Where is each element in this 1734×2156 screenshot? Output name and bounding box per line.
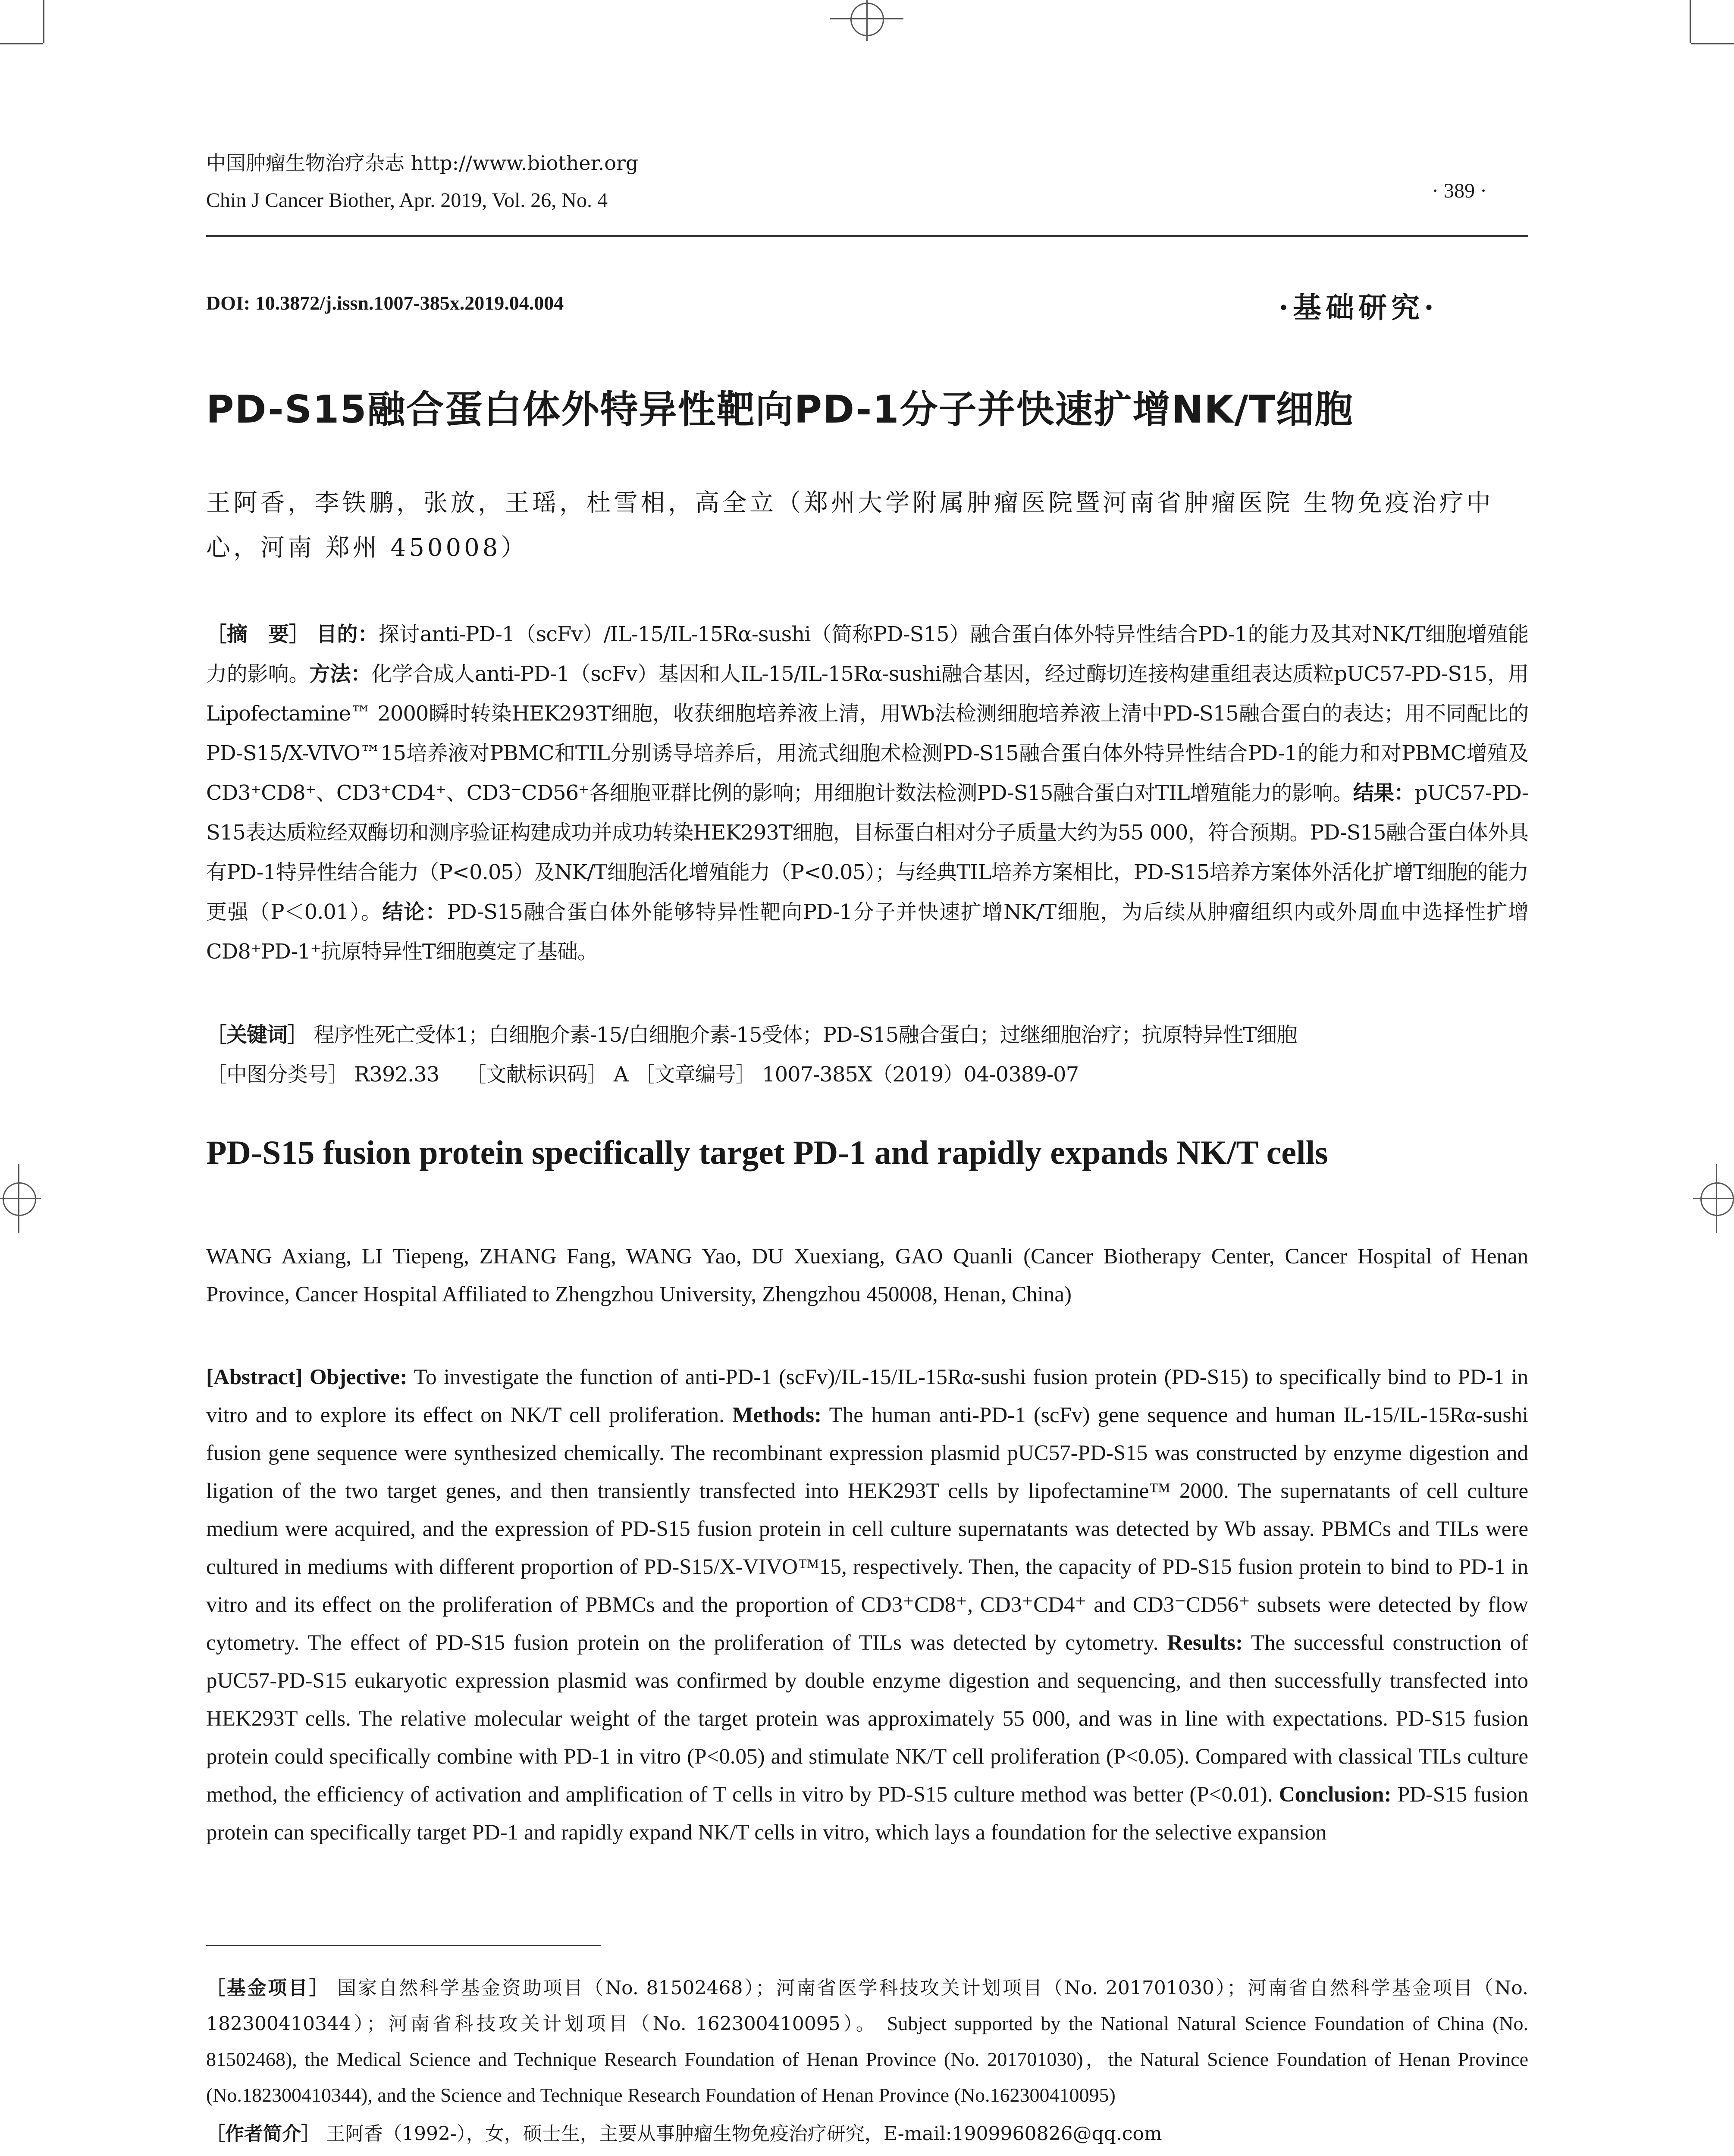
objective-label-cn: 目的： xyxy=(316,622,379,646)
crop-mark xyxy=(0,43,43,44)
objective-cn: 探讨anti-PD-1（scFv）/IL-15/IL-15Rα-sushi（简称PD-S15）融合蛋白体外特异性结合PD-1的能力及其对NK/T细胞增殖能力的影响。 xyxy=(206,622,1528,686)
results-en: The successful construction of pUC57-PD-S15 eukaryotic expression plasmid was confirmed by double enzyme digestion and sequencing, and then successfully transfected into HEK293T cells. The relative molecular weight of the target protein was approximately 55 000, and was in line with expectations. PD-S15 fusion protein could specifically combine with PD-1 in vitro (P<0.05) and stimulate NK/T cell proliferation (P<0.05). Compared with classical TILs culture method, the efficiency of activation and amplification of T cells in vitro by PD-S15 culture method was better (P<0.01). xyxy=(206,1631,1528,1807)
authors-en: WANG Axiang, LI Tiepeng, ZHANG Fang, WANG Yao, DU Xuexiang, GAO Quanli (Cancer Biotherapy Center, Cancer Hospital of Henan Province, Cancer Hospital Affiliated to Zhengzhou University, Zhengzhou 450008, Henan, China) xyxy=(206,1244,1528,1307)
results-label-cn: 结果： xyxy=(1353,781,1414,805)
authors-cn: 王阿香，李铁鹏，张放，王瑶，杜雪相，高全立（郑州大学附属肿瘤医院暨河南省肿瘤医院 生物免疫治疗中心，河南 郑州 450008） xyxy=(206,489,1494,562)
methods-cn: 化学合成人anti-PD-1（scFv）基因和人IL-15/IL-15Rα-sushi融合基因，经过酶切连接构建重组表达质粒pUC57-PD-S15，用Lipofectamine™ 2000瞬时转染HEK293T细胞，收获细胞培养液上清，用Wb法检测细胞培养液上清中PD-S15融合蛋白的表达；用不同配比的PD-S15/X-VIVO™15培养液对PBMC和TIL分别诱导培养后，用流式细胞术检测PD-S15融合蛋白体外特异性结合PD-1的能力和对PBMC增殖及CD3⁺CD8⁺、CD3⁺CD4⁺、CD3⁻CD56⁺各细胞亚群比例的影响；用细胞计数法检测PD-S15融合蛋白对TIL增殖能力的影响。 xyxy=(206,662,1528,805)
objective-label-en: Objective: xyxy=(309,1365,408,1389)
article-title-en: PD-S15 fusion protein specifically target PD-1 and rapidly expands NK/T cells xyxy=(206,1134,1328,1171)
objective-en: To investigate the function of anti-PD-1 (scFv)/IL-15/IL-15Rα-sushi fusion protein (PD-S15) to specifically bind to PD-1 in vitro and to explore its effect on NK/T cell proliferation. xyxy=(206,1365,1528,1427)
keywords-cn xyxy=(206,1015,1528,1055)
registration-mark xyxy=(3,1182,36,1216)
abstract-label-cn: ［摘 要］ xyxy=(206,622,310,646)
author-info: 王阿香（1992-），女，硕士生，主要从事肿瘤生物免疫治疗研究，E-mail:1909960826@qq.com xyxy=(326,2123,1162,2145)
keywords-text-cn: 程序性死亡受体1；白细胞介素-15/白细胞介素-15受体；PD-S15融合蛋白；过继细胞治疗；抗原特异性T细胞 xyxy=(314,1023,1297,1047)
registration-mark xyxy=(1700,1182,1734,1216)
footnote-corresponding xyxy=(206,2152,1528,2156)
crop-mark xyxy=(1690,0,1691,43)
registration-mark xyxy=(866,0,868,41)
footnote-fund xyxy=(206,1971,1528,2113)
fund-label: ［基金项目］ xyxy=(206,1977,330,1999)
footnote-rule xyxy=(206,1945,601,1946)
abstract-label-en: [Abstract] xyxy=(206,1365,303,1389)
methods-label-en: Methods: xyxy=(732,1403,822,1427)
fund-en: Subject supported by the National Natural Science Foundation of China (No. 81502468), the Medical Science and Technique Research Foundation of Henan Province (No. 201701030)，the Natural Science Foundation of Henan Province (No.182300410344), and the Science and Technique Research Foundation of Henan Province (No.162300410095) xyxy=(206,2012,1528,2106)
keywords-label-cn: ［关键词］ xyxy=(206,1023,308,1047)
registration-mark xyxy=(0,1198,41,1199)
crop-mark xyxy=(1691,43,1734,44)
journal-citation-en: Chin J Cancer Biother, Apr. 2019, Vol. 26, No. 4 xyxy=(206,189,608,212)
header-rule xyxy=(206,235,1528,237)
conclusion-cn: PD-S15融合蛋白体外能够特异性靶向PD-1分子并快速扩增NK/T细胞，为后续从肿瘤组织内或外周血中选择性扩增CD8⁺PD-1⁺抗原特异性T细胞奠定了基础。 xyxy=(206,900,1528,964)
registration-mark xyxy=(18,1164,19,1233)
results-cn: pUC57-PD-S15表达质粒经双酶切和测序验证构建成功并成功转染HEK293T细胞，目标蛋白相对分子质量大约为55 000，符合预期。PD-S15融合蛋白体外具有PD-1特异性结合能力（P<0.05）及NK/T细胞活化增殖能力（P<0.05）；与经典TIL培养方案相比，PD-S15培养方案体外活化扩增T细胞的能力更强（P＜0.01）。 xyxy=(206,781,1528,924)
fund-cn: 国家自然科学基金资助项目（No. 81502468）；河南省医学科技攻关计划项目（No. 201701030）；河南省自然科学基金项目（No. 182300410344）；河南省科技攻关计划项目（No. 162300410095）。 xyxy=(206,1977,1528,2035)
conclusion-label-en: Conclusion: xyxy=(1279,1783,1392,1807)
page-number: · 389 · xyxy=(1432,179,1487,202)
methods-en: The human anti-PD-1 (scFv) gene sequence and human IL-15/IL-15Rα-sushi fusion gene sequence were synthesized chemically. The recombinant expression plasmid pUC57-PD-S15 was constructed by enzyme digestion and ligation of the two target genes, and then transiently transfected into HEK293T cells by lipofectamine™ 2000. The supernatants of cell culture medium were acquired, and the expression of PD-S15 fusion protein in cell culture supernatants was detected by Wb assay. PBMCs and TILs were cultured in mediums with different proportion of PD-S15/X-VIVO™15, respectively. Then, the capacity of PD-S15 fusion protein to bind to PD-1 in vitro and its effect on the proliferation of PBMCs and the proportion of CD3⁺CD8⁺, CD3⁺CD4⁺ and CD3⁻CD56⁺ subsets were detected by flow cytometry. The effect of PD-S15 fusion protein on the proliferation of TILs was detected by cytometry. xyxy=(206,1403,1529,1655)
conclusion-en: PD-S15 fusion protein can specifically target PD-1 and rapidly expand NK/T cells in vitro, which lays a foundation for the selective expansion xyxy=(206,1783,1529,1845)
registration-mark xyxy=(1716,1164,1717,1233)
results-label-en: Results: xyxy=(1167,1631,1243,1655)
abstract-en xyxy=(206,1358,1528,1852)
classification-cn: ［中图分类号］ R392.33 ［文献标识码］ A ［文章编号］ 1007-385X（2019）04-0389-07 xyxy=(206,1062,1079,1087)
conclusion-label-cn: 结论： xyxy=(382,900,447,924)
article-title-cn: PD-S15融合蛋白体外特异性靶向PD-1分子并快速扩增NK/T细胞 xyxy=(206,387,1354,432)
doi: DOI: 10.3872/j.issn.1007-385x.2019.04.004 xyxy=(206,292,564,314)
abstract-cn xyxy=(206,614,1528,971)
journal-name-cn: 中国肿瘤生物治疗杂志 http://www.biother.org xyxy=(206,151,639,175)
registration-mark xyxy=(830,18,903,19)
methods-label-cn: 方法： xyxy=(309,662,372,686)
author-info-label: ［作者简介］ xyxy=(206,2123,320,2145)
crop-mark xyxy=(43,0,44,43)
footnote-author xyxy=(206,2116,1528,2152)
registration-mark xyxy=(1693,1198,1734,1199)
section-label: ·基础研究· xyxy=(1279,291,1438,324)
